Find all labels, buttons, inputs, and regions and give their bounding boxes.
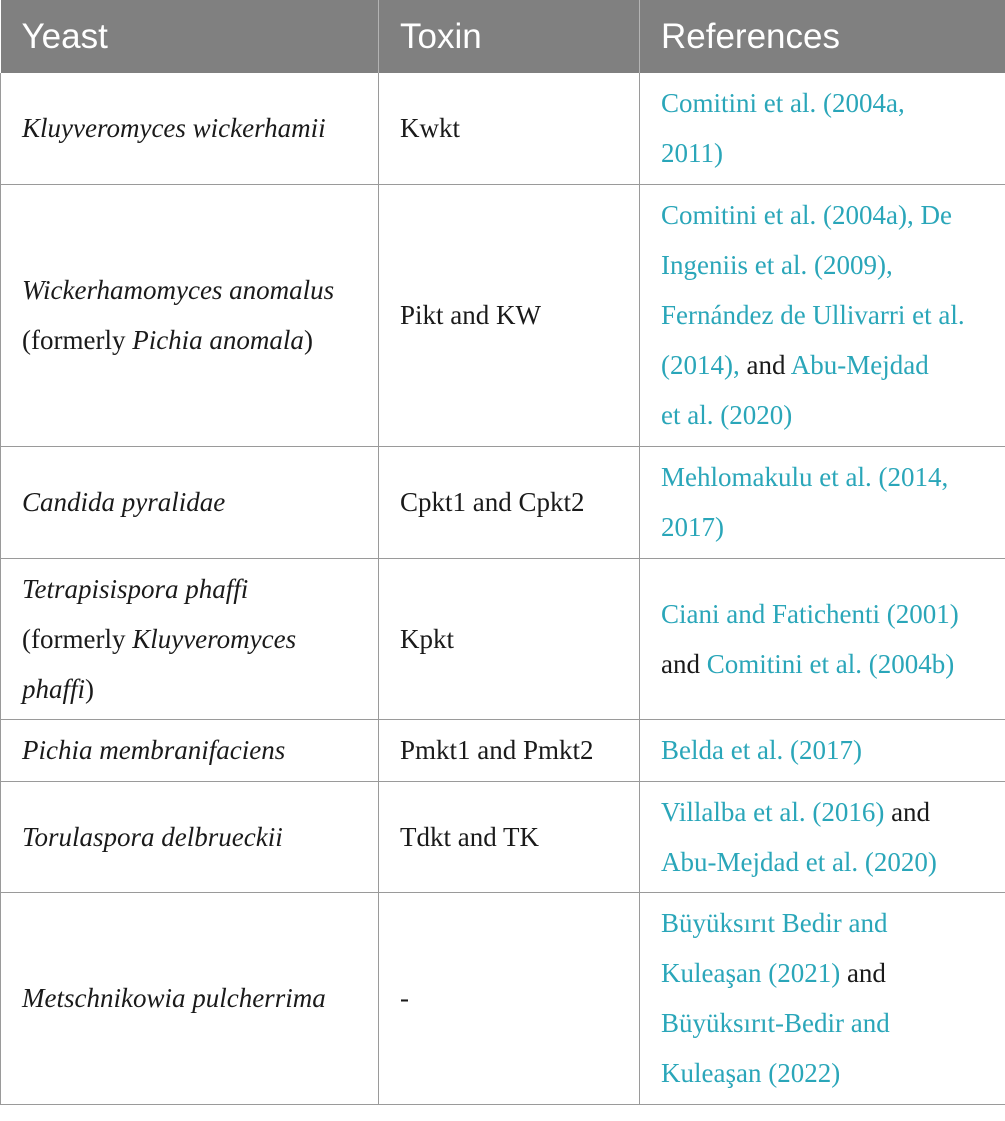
header-references: References — [640, 0, 1005, 73]
reference-link[interactable]: Comitini et al. (2004b) — [706, 648, 955, 679]
table-row — [1, 892, 1005, 1104]
table-row — [1, 719, 1005, 781]
reference-link[interactable]: Comitini et al. (2004a), De — [661, 200, 952, 230]
yeast-name: Torulaspora delbrueckii — [22, 821, 283, 852]
header-yeast: Yeast — [1, 0, 379, 73]
table-row — [1, 558, 1005, 719]
reference-link[interactable]: Kuleaşan (2021) — [661, 958, 841, 988]
header-row — [1, 0, 1005, 73]
yeast-cell — [1, 781, 379, 892]
references-cell — [640, 781, 1005, 892]
header-toxin: Toxin — [379, 0, 640, 73]
references-cell — [640, 892, 1005, 1104]
reference-link[interactable]: Büyüksırıt-Bedir and — [661, 1008, 890, 1038]
yeast-cell — [1, 719, 379, 781]
yeast-name: Kluyveromyces wickerhamii — [22, 113, 326, 144]
yeast-former-name: Pichia anomala — [132, 325, 304, 355]
toxin-cell: Kpkt — [379, 558, 640, 719]
references-cell — [640, 184, 1005, 446]
reference-link[interactable]: Mehlomakulu et al. (2014, — [661, 462, 949, 492]
toxin-cell: - — [379, 892, 640, 1104]
reference-link[interactable]: Abu-Mejdad — [790, 350, 929, 380]
toxin-cell: Kwkt — [379, 73, 640, 184]
toxin-cell: Cpkt1 and Cpkt2 — [379, 446, 640, 558]
references-cell — [640, 719, 1005, 781]
yeast-name: Candida pyralidae — [22, 487, 226, 517]
reference-link[interactable]: Comitini et al. (2004a, — [661, 88, 905, 119]
yeast-former-name: Kluyveromyces — [132, 623, 297, 654]
yeast-former-name-cont: phaffi — [22, 673, 86, 704]
yeast-note-prefix: (formerly — [22, 623, 133, 654]
reference-conjunction: and — [739, 350, 791, 380]
yeast-cell — [1, 446, 379, 558]
reference-link[interactable]: Villalba et al. (2016) — [661, 796, 885, 827]
table-row — [1, 73, 1005, 184]
reference-conjunction: and — [661, 648, 707, 679]
table-row — [1, 446, 1005, 558]
table-row — [1, 781, 1005, 892]
table-header — [1, 0, 1005, 73]
reference-link[interactable]: Fernández de Ullivarri et al. — [661, 300, 965, 330]
yeast-note-suffix: ) — [85, 673, 95, 704]
references-cell — [640, 558, 1005, 719]
toxin-cell: Pmkt1 and Pmkt2 — [379, 719, 640, 781]
reference-link[interactable]: (2014), — [661, 350, 740, 380]
references-cell — [640, 73, 1005, 184]
toxin-cell: Tdkt and TK — [379, 781, 640, 892]
reference-conjunction: and — [884, 796, 931, 827]
reference-link[interactable]: Belda et al. (2017) — [661, 735, 862, 765]
reference-link[interactable]: 2011) — [661, 138, 723, 169]
yeast-note-prefix: (formerly — [22, 325, 133, 355]
yeast-name: Pichia membranifaciens — [22, 735, 286, 765]
reference-link[interactable]: Abu-Mejdad et al. (2020) — [661, 846, 937, 877]
table-body — [1, 73, 1005, 1104]
reference-link[interactable]: Ingeniis et al. (2009), — [661, 250, 893, 280]
yeast-name: Tetrapisispora phaffi — [22, 573, 249, 604]
reference-link[interactable]: et al. (2020) — [661, 400, 793, 430]
yeast-cell — [1, 184, 379, 446]
reference-conjunction: and — [840, 958, 886, 988]
reference-link[interactable]: 2017) — [661, 512, 724, 542]
yeast-name: Metschnikowia pulcherrima — [22, 983, 326, 1013]
reference-link[interactable]: Ciani and Fatichenti (2001) — [661, 598, 959, 629]
references-cell — [640, 446, 1005, 558]
reference-link[interactable]: Büyüksırıt Bedir and — [661, 908, 888, 938]
yeast-note-suffix: ) — [303, 325, 313, 355]
table-row — [1, 184, 1005, 446]
yeast-cell — [1, 73, 379, 184]
yeast-name: Wickerhamomyces anomalus — [22, 275, 335, 305]
yeast-cell — [1, 892, 379, 1104]
toxin-cell: Pikt and KW — [379, 184, 640, 446]
reference-link[interactable]: Kuleaşan (2022) — [661, 1058, 841, 1088]
yeast-cell — [1, 558, 379, 719]
